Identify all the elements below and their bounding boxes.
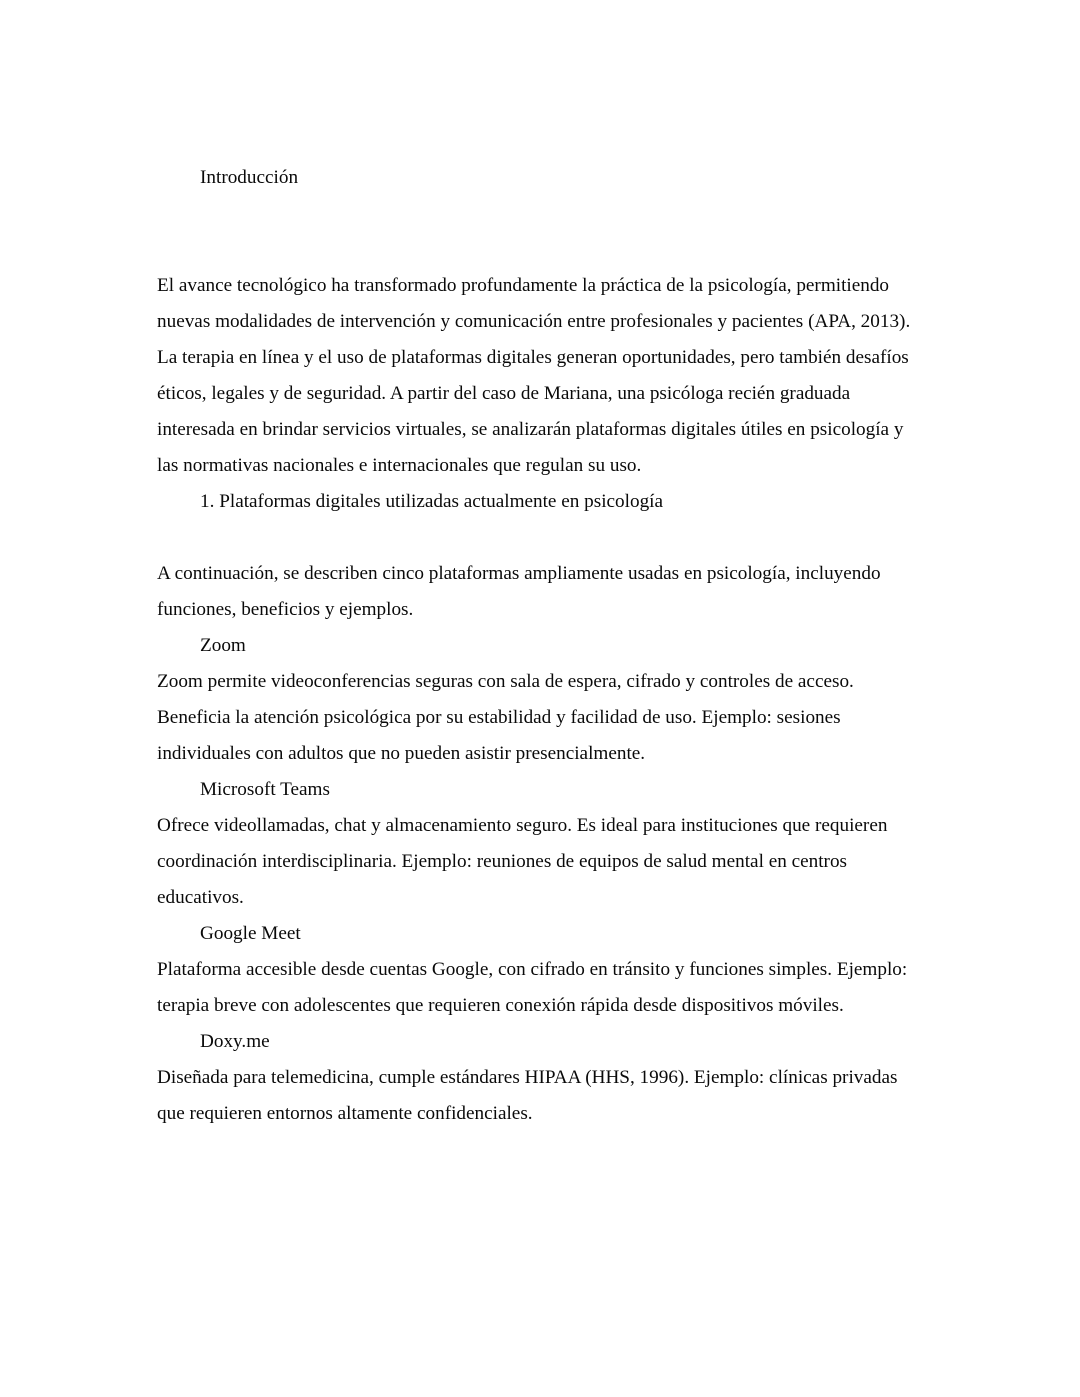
paragraph-microsoft-teams: Ofrece videollamadas, chat y almacenamiento seguro. Es ideal para instituciones que requieren coordinación interdisciplinaria. Ejemplo: reuniones de equipos de salud mental en centros educativos.	[157, 815, 888, 908]
paragraph-seccion-1-intro: A continuación, se describen cinco plataformas ampliamente usadas en psicología, incluyendo funciones, beneficios y ejemplos.	[157, 563, 881, 620]
heading-google-meet: Google Meet	[200, 923, 301, 944]
heading-seccion-1: 1. Plataformas digitales utilizadas actualmente en psicología	[200, 491, 664, 512]
paragraph-zoom: Zoom permite videoconferencias seguras con sala de espera, cifrado y controles de acceso. Beneficia la atención psicológica por su estabilidad y facilidad de uso. Ejemplo: sesiones individuales con adultos que no pueden asistir presencialmente.	[157, 671, 854, 764]
spacer-after-introduccion	[157, 196, 919, 268]
heading-introduccion: Introducción	[200, 167, 299, 188]
heading-zoom: Zoom	[200, 635, 246, 656]
spacer-after-seccion-1-heading	[157, 520, 919, 556]
paragraph-introduccion: El avance tecnológico ha transformado profundamente la práctica de la psicología, permitiendo nuevas modalidades de intervención y comunicación entre profesionales y pacientes (APA, 2013). La terapia en línea y el uso de plataformas digitales generan oportunidades, pero también desafíos éticos, legales y de seguridad. A partir del caso de Mariana, una psicóloga recién graduada interesada en brindar servicios virtuales, se analizarán plataformas digitales útiles en psicología y las normativas nacionales e internacionales que regulan su uso.	[157, 275, 911, 476]
paragraph-google-meet: Plataforma accesible desde cuentas Google, con cifrado en tránsito y funciones simples. Ejemplo: terapia breve con adolescentes que requieren conexión rápida desde dispositivos móviles.	[157, 959, 908, 1016]
heading-doxy-me: Doxy.me	[200, 1031, 270, 1052]
paragraph-doxy-me: Diseñada para telemedicina, cumple estándares HIPAA (HHS, 1996). Ejemplo: clínicas privadas que requieren entornos altamente confidenciales.	[157, 1067, 898, 1124]
document-text-column	[157, 160, 919, 1132]
heading-microsoft-teams: Microsoft Teams	[200, 779, 330, 800]
